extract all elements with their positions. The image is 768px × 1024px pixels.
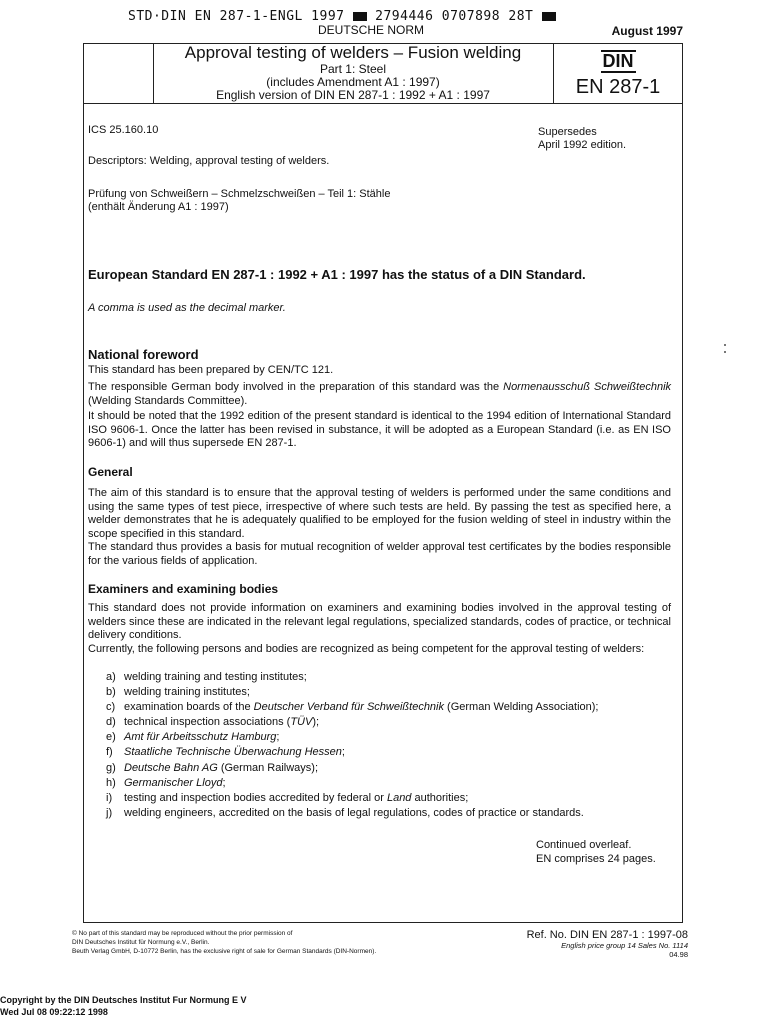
footer-legal <box>72 929 376 956</box>
list-key: g) <box>106 761 116 774</box>
list-key: i) <box>106 791 113 804</box>
list-text-emphasis: Staatliche Technische Überwachung Hessen <box>124 746 342 759</box>
foreword-paragraph: This standard has been prepared by CEN/TC 121. <box>88 364 334 376</box>
list-key: b) <box>106 686 116 699</box>
footer-code: 04.98 <box>669 950 688 959</box>
european-standard-status: European Standard EN 287-1 : 1992 + A1 : 1997 has the status of a DIN Standard. <box>88 267 586 282</box>
german-title <box>88 188 390 214</box>
footer-line: DIN Deutsches Institut für Normung e.V., Berlin. <box>72 939 210 946</box>
list-item <box>106 715 676 730</box>
list-item <box>106 776 676 791</box>
general-paragraph: The aim of this standard is to ensure that the approval testing of welders is performed under the same conditions and using the same types of test piece, irrespective of where such tests are held. By passing the test as specified here, a welder demonstrates that he is adequately qualified to be employed for the fusion welding of steel in industry within the scope specified in this standard. <box>88 487 671 540</box>
examining-bodies-list <box>106 670 676 821</box>
descriptors: Descriptors: Welding, approval testing of welders. <box>88 155 330 167</box>
issue-date: August 1997 <box>611 24 683 38</box>
english-version: English version of DIN EN 287-1 : 1992 + A1 : 1997 <box>216 88 490 103</box>
list-item <box>106 806 676 821</box>
list-key: e) <box>106 731 116 744</box>
foreword-text: (Welding Standards Committee). <box>88 394 248 407</box>
national-foreword-heading: National foreword <box>88 347 199 362</box>
code-right: 2794446 0707898 28T <box>375 9 534 24</box>
list-text-emphasis: Deutscher Verband für Schweißtechnik <box>253 701 444 714</box>
list-text <box>124 761 318 776</box>
foreword-paragraph: It should be noted that the 1992 edition of the present standard is identical to the 1994 edition of International Standard ISO 9606-1. Once the latter has been revised in substance, it will be adopted as a European Standard (i.e. as EN ISO 9606-1) and will thus supersede EN 287-1. <box>88 410 671 450</box>
general-heading: General <box>88 465 133 479</box>
reference-number: Ref. No. DIN EN 287-1 : 1997-08 <box>526 929 688 941</box>
list-key: c) <box>106 701 116 714</box>
list-text <box>124 745 345 760</box>
deutsche-norm-label: DEUTSCHE NORM <box>318 23 425 37</box>
title-block <box>154 44 552 102</box>
standard-number: EN 287-1 <box>575 76 661 98</box>
list-item <box>106 670 676 685</box>
list-item <box>106 685 676 700</box>
list-item <box>106 791 676 806</box>
footer-line: Beuth Verlag GmbH, D-10772 Berlin, has the exclusive right of sale for German Standards (DIN-Normen). <box>72 948 377 955</box>
din-box <box>554 44 682 99</box>
list-text <box>124 791 468 806</box>
list-key: a) <box>106 671 116 683</box>
list-text <box>124 730 279 745</box>
code-left: STD·DIN EN 287-1-ENGL 1997 <box>128 9 345 24</box>
list-key: f) <box>106 746 113 759</box>
list-key: j) <box>106 806 113 819</box>
list-text-part: welding training and testing institutes; <box>124 671 307 683</box>
examiners-paragraph: Currently, the following persons and bodies are recognized as being competent for the approval testing of welders: <box>88 643 645 655</box>
page-count: EN comprises 24 pages. <box>536 853 656 865</box>
amendment-note: (includes Amendment A1 : 1997) <box>266 74 440 89</box>
barcode-block <box>542 12 556 21</box>
document-title: Approval testing of welders – Fusion welding <box>184 43 522 62</box>
list-text-emphasis: TÜV <box>290 716 313 729</box>
list-text-part: (German Railways); <box>217 761 319 774</box>
list-text-part: examination boards of the <box>124 701 254 714</box>
foreword-text: The responsible German body involved in the preparation of this standard was the <box>88 381 504 393</box>
list-item <box>106 745 676 760</box>
list-text-part: welding training institutes; <box>124 686 250 699</box>
examiners-heading: Examiners and examining bodies <box>88 582 279 596</box>
list-text <box>124 670 307 685</box>
list-text-part: welding engineers, accredited on the basis of legal regulations, codes of practice or standards. <box>124 806 584 819</box>
list-text <box>124 685 250 700</box>
list-text-part: ; <box>341 746 345 759</box>
decimal-marker-note: A comma is used as the decimal marker. <box>88 302 286 314</box>
supersedes-line: April 1992 edition. <box>538 139 627 151</box>
din-logo: DIN <box>602 51 634 71</box>
footer-line: © No part of this standard may be reproduced without the prior permission of <box>72 930 293 937</box>
list-text-part: authorities; <box>411 791 469 804</box>
continued-note <box>536 838 656 866</box>
scan-speck <box>724 351 726 353</box>
copyright-stamp <box>0 994 247 1018</box>
examiners-paragraph: This standard does not provide information on examiners and examining bodies involved in the approval testing of welders since these are indicated in the relevant legal regulations, specialized standards, codes of practice, or technical delivery conditions. <box>88 602 671 642</box>
document-part: Part 1: Steel <box>319 61 387 76</box>
list-text <box>124 806 584 821</box>
list-text <box>124 776 226 791</box>
list-item <box>106 700 676 715</box>
german-title-line: Prüfung von Schweißern – Schmelzschweißen – Teil 1: Stähle <box>88 188 391 200</box>
list-text-part: ; <box>276 731 280 744</box>
supersedes-line: Supersedes <box>538 126 597 138</box>
list-text-part: (German Welding Association); <box>444 701 599 714</box>
list-text <box>124 700 598 715</box>
footer-reference <box>508 929 688 959</box>
supersedes-note <box>538 126 626 152</box>
header-rule <box>83 103 683 104</box>
list-key: h) <box>106 776 116 789</box>
list-item <box>106 730 676 745</box>
list-key: d) <box>106 716 116 729</box>
list-text-emphasis: Amt für Arbeitsschutz Hamburg <box>124 731 277 744</box>
list-text-part: ); <box>312 716 320 729</box>
copyright-line: Copyright by the DIN Deutsches Institut Fur Normung E V <box>0 995 247 1005</box>
list-text-emphasis: Germanischer Lloyd <box>124 776 223 789</box>
barcode-block <box>353 12 367 21</box>
list-text-part: technical inspection associations ( <box>124 716 291 729</box>
price-group: English price group 14 Sales No. 1114 <box>561 941 688 950</box>
committee-name: Normenausschuß Schweißtechnik <box>503 381 672 393</box>
scan-speck <box>724 344 726 346</box>
list-text-part: testing and inspection bodies accredited by federal or <box>124 791 387 804</box>
list-item <box>106 761 676 776</box>
list-text-emphasis: Land <box>386 791 412 804</box>
list-text-emphasis: Deutsche Bahn AG <box>124 761 218 774</box>
german-title-line: (enthält Änderung A1 : 1997) <box>88 201 229 213</box>
ics-code: ICS 25.160.10 <box>88 124 159 136</box>
list-text-part: ; <box>222 776 226 789</box>
general-paragraph: The standard thus provides a basis for mutual recognition of welder approval test certificates by the bodies responsible for the various fields of application. <box>88 541 671 567</box>
document-code-line <box>128 9 556 24</box>
continued-line: Continued overleaf. <box>536 839 632 851</box>
list-text <box>124 715 319 730</box>
timestamp: Wed Jul 08 09:22:12 1998 <box>0 1007 108 1017</box>
foreword-paragraph <box>88 381 671 408</box>
